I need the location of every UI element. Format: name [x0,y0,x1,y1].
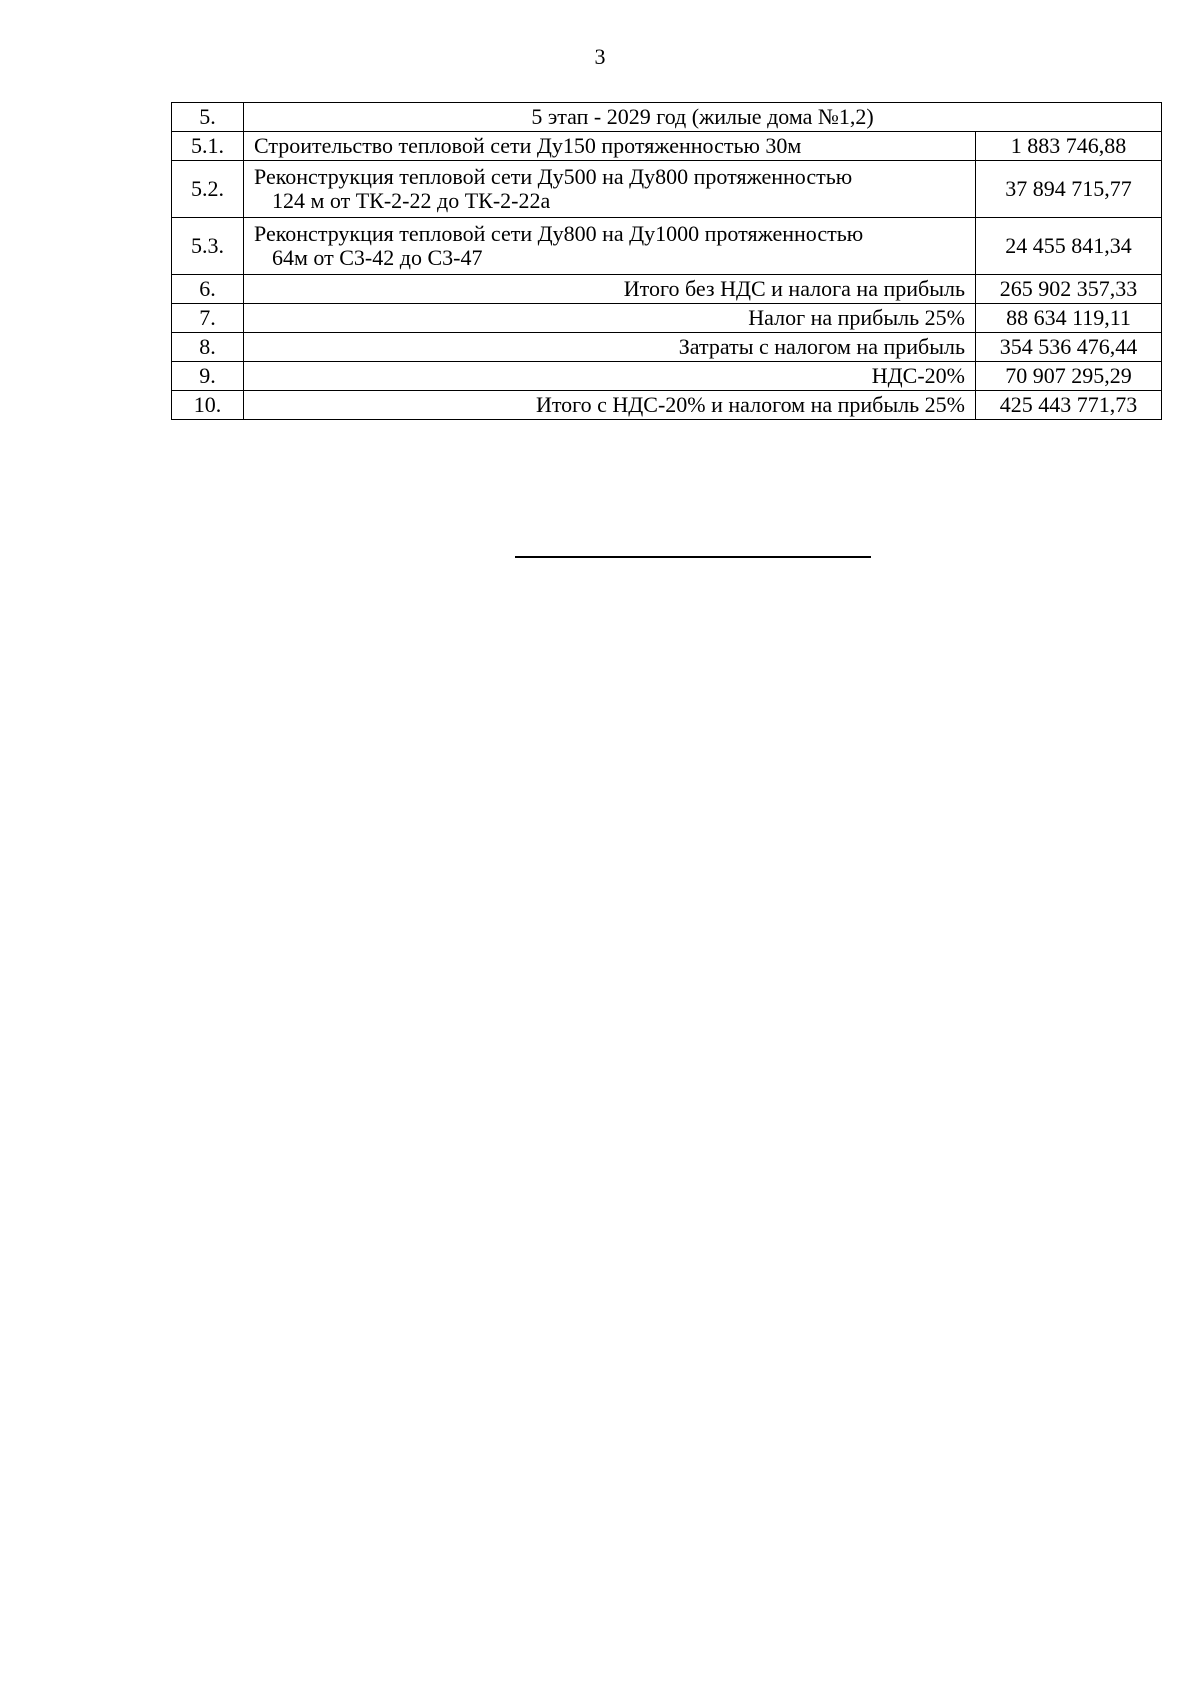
table-row-stage [172,103,1162,132]
description-line: Реконструкция тепловой сети Ду500 на Ду800 протяженностью [254,164,853,189]
totals-row [172,362,1162,391]
table-row [172,218,1162,275]
totals-value: 88 634 119,11 [976,304,1162,333]
end-divider-line [515,556,871,558]
totals-label: Итого с НДС-20% и налогом на прибыль 25% [244,391,976,420]
totals-row [172,391,1162,420]
stage-title: 5 этап - 2029 год (жилые дома №1,2) [244,103,1162,132]
totals-label: НДС-20% [244,362,976,391]
row-value: 1 883 746,88 [976,132,1162,161]
totals-value: 425 443 771,73 [976,391,1162,420]
row-number: 7. [172,304,244,333]
table-row [172,161,1162,218]
row-description [244,218,976,275]
row-description [244,132,976,161]
description-line: 64м от С3-42 до С3-47 [272,245,483,270]
row-number: 10. [172,391,244,420]
row-number: 5. [172,103,244,132]
row-number: 5.3. [172,218,244,275]
totals-row [172,304,1162,333]
cost-table [171,102,1162,420]
totals-value: 70 907 295,29 [976,362,1162,391]
totals-label: Затраты с налогом на прибыль [244,333,976,362]
page-number: 3 [594,44,606,69]
totals-value: 354 536 476,44 [976,333,1162,362]
totals-row [172,275,1162,304]
totals-label: Итого без НДС и налога на прибыль [244,275,976,304]
row-value: 24 455 841,34 [976,218,1162,275]
description-line: Строительство тепловой сети Ду150 протяженностью 30м [254,133,802,158]
row-number: 6. [172,275,244,304]
row-number: 5.1. [172,132,244,161]
totals-row [172,333,1162,362]
row-value: 37 894 715,77 [976,161,1162,218]
row-number: 5.2. [172,161,244,218]
row-description [244,161,976,218]
description-line: Реконструкция тепловой сети Ду800 на Ду1000 протяженностью [254,221,864,246]
table-row [172,132,1162,161]
totals-label: Налог на прибыль 25% [244,304,976,333]
row-number: 9. [172,362,244,391]
totals-value: 265 902 357,33 [976,275,1162,304]
description-line: 124 м от ТК-2-22 до ТК-2-22а [272,188,551,213]
row-number: 8. [172,333,244,362]
